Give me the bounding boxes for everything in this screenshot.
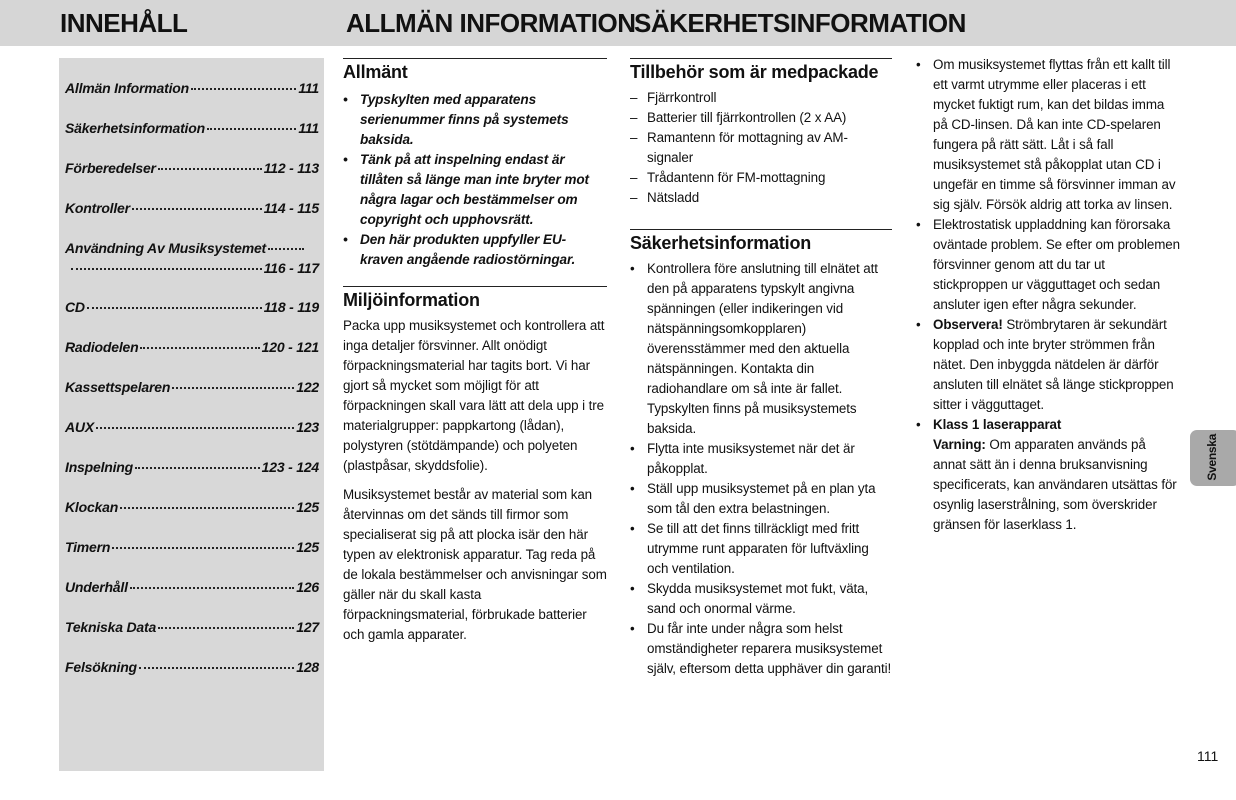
toc-entry-label: Allmän Information [65,80,189,96]
list-item-text: Flytta inte musiksystemet när det är påkopplat. [647,441,855,476]
list-item-text: Typskylten med apparatens serienummer finns på systemets baksida. [360,92,569,147]
bullet-icon: • [630,581,635,596]
environment-heading: Miljöinformation [343,290,480,310]
toc-leader [132,208,262,210]
list-item [630,188,892,208]
toc-entry-label: Säkerhetsinformation [65,120,205,136]
dash-icon: – [630,190,638,205]
toc-entry-controls[interactable] [65,198,319,218]
list-item-text: Se till att det finns tillräckligt med fritt utrymme runt apparaten för luftväxling och ventilation. [647,521,869,576]
list-item-text: Ställ upp musiksystemet på en plan yta som tål den extra belastningen. [647,481,876,516]
toc-leader [207,128,296,130]
list-item-text: Fjärrkontroll [647,90,717,105]
toc-entry-troubleshooting[interactable] [65,657,319,677]
toc-entry-label: Felsökning [65,659,137,675]
toc-leader [87,307,262,309]
toc-entry-specs[interactable] [65,617,319,637]
list-item [916,215,1180,315]
page-number: 111 [1197,748,1219,764]
bullet-icon: • [916,57,921,72]
toc-entry-cassette[interactable] [65,377,319,397]
list-item-text: Skydda musiksystemet mot fukt, väta, sand och onormal värme. [647,581,869,616]
list-item-text: Den här produkten uppfyller EU-kraven angående radiostörningar. [360,232,576,267]
list-item [343,230,607,270]
toc-leader [112,547,294,549]
list-item [630,479,892,519]
toc-entry-preparations[interactable] [65,158,319,178]
bullet-icon: • [916,217,921,232]
toc-entry-page: 120 - 121 [261,339,319,355]
toc-leader [268,248,304,250]
general-info-column [343,58,607,645]
bullet-icon: • [630,521,635,536]
bullet-icon: • [630,621,635,636]
toc-entry-timer[interactable] [65,537,319,557]
list-item [630,168,892,188]
toc-entry-maintenance[interactable] [65,577,319,597]
toc-entry-label: Kontroller [65,200,130,216]
toc-entry-label: Tekniska Data [65,619,157,635]
toc-leader [158,627,294,629]
list-item [630,619,892,679]
toc-leader [191,88,296,90]
list-item-text: Kontrollera före anslutning till elnätet att den på apparatens typskylt angivna spänningen (eller indikeringen vid nätspänningsomkopplaren) överensstämmer med den aktuella nätspänningen. Kontakta din radiohandlare om så inte är fallet. Typskylten finns på musiksystemets baksida. [647,261,878,436]
toc-entry-page: 118 - 119 [263,299,319,315]
list-item-text: Nätsladd [647,190,700,205]
toc-entry-safety[interactable] [65,118,319,138]
toc-entry-usage[interactable] [65,238,319,278]
general-heading: Allmänt [343,62,408,82]
toc-entry-page: 128 [296,659,319,675]
safety-bullet-list [630,259,892,679]
toc-entry-page: 122 [296,379,319,395]
toc-entry-page: 111 [298,80,319,96]
list-item-text: Batterier till fjärrkontrollen (2 x AA) [647,110,847,125]
toc-entry-usage-line-1 [65,238,319,258]
toc-entry-page: 116 - 117 [263,260,319,276]
toc-entry-label: CD [65,299,85,315]
toc-entry-label: Användning Av Musiksystemet [65,240,267,256]
toc-entry-page: 123 [296,419,319,435]
list-item [343,150,607,230]
toc-entry-label: Förberedelser [65,160,156,176]
list-item-text: Trådantenn för FM-mottagning [647,170,826,185]
toc-entry-radio[interactable] [65,337,319,357]
toc-entry-page: 123 - 124 [261,459,319,475]
list-item-text: Om musiksystemet flyttas från ett kallt till ett varmt utrymme eller placeras i ett mycket fuktigt rum, kan det bildas imma på CD-linsen. Då kan inte CD-spelaren fungera på rätt sätt. Låt i så fall musiksystemet stå påkopplat utan CD i ungefär en timme så försvinner imman av sig själv. Försök aldrig att torka av linsen. [933,57,1176,212]
list-item-text: Tänk på att inspelning endast är tillåten så länge man inte bryter mot några lagar och bestämmelser om copyright och upphovsrätt. [360,152,589,227]
toc-leader [71,268,262,270]
laser-class-title: Klass 1 laserapparat [933,417,1062,432]
language-tab-label: Svenska [1205,434,1219,481]
list-item [630,128,892,168]
bullet-icon: • [630,481,635,496]
toc-entry-usage-line-2 [65,258,319,278]
toc-leader [120,507,294,509]
list-item [630,439,892,479]
toc-leader [96,427,294,429]
bullet-icon: • [343,152,348,167]
toc-entry-page: 125 [296,539,319,555]
toc-entry-page: 127 [296,619,319,635]
list-item [916,55,1180,215]
general-bullet-list [343,90,607,270]
environment-paragraph-2: Musiksystemet består av material som kan återvinnas om det sänds till firmor som specialiserat sig på att plocka isär den här typen av elektronisk apparatur. Tag reda på de lokala bestämmelser och anvisningar som gäller när du skall kasta förpackningsmaterial, förbrukade batterier och gamla apparater. [343,487,607,642]
bullet-icon: • [343,232,348,247]
dash-icon: – [630,90,638,105]
warning-label: Varning: [933,437,986,452]
list-item [630,108,892,128]
accessories-heading: Tillbehör som är medpackade [630,62,879,82]
language-tab [1190,430,1236,486]
safety-column [630,58,892,679]
toc-entry-aux[interactable] [65,417,319,437]
toc-leader [130,587,294,589]
toc-entry-label: AUX [65,419,94,435]
toc-entry-page: 126 [296,579,319,595]
toc-entry-clock[interactable] [65,497,319,517]
list-item [630,519,892,579]
toc-title: INNEHÅLL [60,8,188,38]
toc-entry-label: Underhåll [65,579,128,595]
list-item-text: Strömbrytaren är sekundärt kopplad och inte bryter strömmen från nätet. Den inbyggda nätdelen är därför ansluten till elnätet så länge stickproppen sitter i vägguttaget. [933,317,1174,412]
list-item [630,579,892,619]
toc-entry-general[interactable] [65,78,319,98]
list-item [916,415,1180,535]
toc-entry-page: 114 - 115 [263,200,319,216]
list-item-text: Ramantenn för mottagning av AM-signaler [647,130,848,165]
toc-leader [139,667,294,669]
toc-entry-label: Timern [65,539,111,555]
table-of-contents [59,58,324,771]
toc-entry-recording[interactable] [65,457,319,477]
bullet-icon: • [916,417,921,432]
toc-entry-cd[interactable] [65,297,319,317]
toc-entry-page: 112 - 113 [263,160,319,176]
safety-info-title: SÄKERHETSINFORMATION [634,8,966,38]
header-bar [0,0,1236,46]
toc-entry-page: 125 [296,499,319,515]
toc-leader [135,467,260,469]
bullet-icon: • [630,441,635,456]
safety-heading: Säkerhetsinformation [630,233,812,253]
list-item-text: Om apparaten används på annat sätt än i denna bruksanvisning specificerats, kan användaren utsättas för osynlig laserstrålning, som överskrider gränsen för laserklass 1. [933,437,1177,532]
list-item-text: Du får inte under några som helst omständigheter reparera musiksystemet själv, eftersom detta upphäver din garanti! [647,621,892,676]
safety-continued-list [916,55,1180,535]
general-info-title: ALLMÄN INFORMATION [346,8,636,38]
dash-icon: – [630,170,638,185]
toc-leader [140,347,259,349]
safety-continued-column [916,55,1180,535]
toc-entry-label: Kassettspelaren [65,379,171,395]
toc-leader [158,168,262,170]
toc-leader [172,387,294,389]
environment-paragraph-1: Packa upp musiksystemet och kontrollera att inga detaljer försvinner. Allt onödigt förpackningsmaterial har tagits bort. Vi har gjort så mycket som möjligt för att förpackningen skall vara lätt att dela upp i tre materialgrupper: pappkartong (lådan), polystyren (stötdämpande) och polyeten (plastpåsar, skyddsfolie). [343,318,605,473]
bullet-icon: • [343,92,348,107]
toc-entry-page: 111 [298,120,319,136]
accessories-list [630,88,892,208]
list-item [630,88,892,108]
list-item [916,315,1180,415]
bullet-icon: • [916,317,921,332]
list-item [343,90,607,150]
dash-icon: – [630,110,638,125]
observe-label: Observera! [933,317,1003,332]
bullet-icon: • [630,261,635,276]
toc-entry-label: Radiodelen [65,339,139,355]
toc-entry-label: Klockan [65,499,119,515]
list-item [630,259,892,439]
dash-icon: – [630,130,638,145]
list-item-text: Elektrostatisk uppladdning kan förorsaka oväntade problem. Se efter om problemen försvinner genom att du tar ut stickproppen ur vägguttaget och sedan ansluter igen efter några sekunder. [933,217,1180,312]
toc-entry-label: Inspelning [65,459,134,475]
